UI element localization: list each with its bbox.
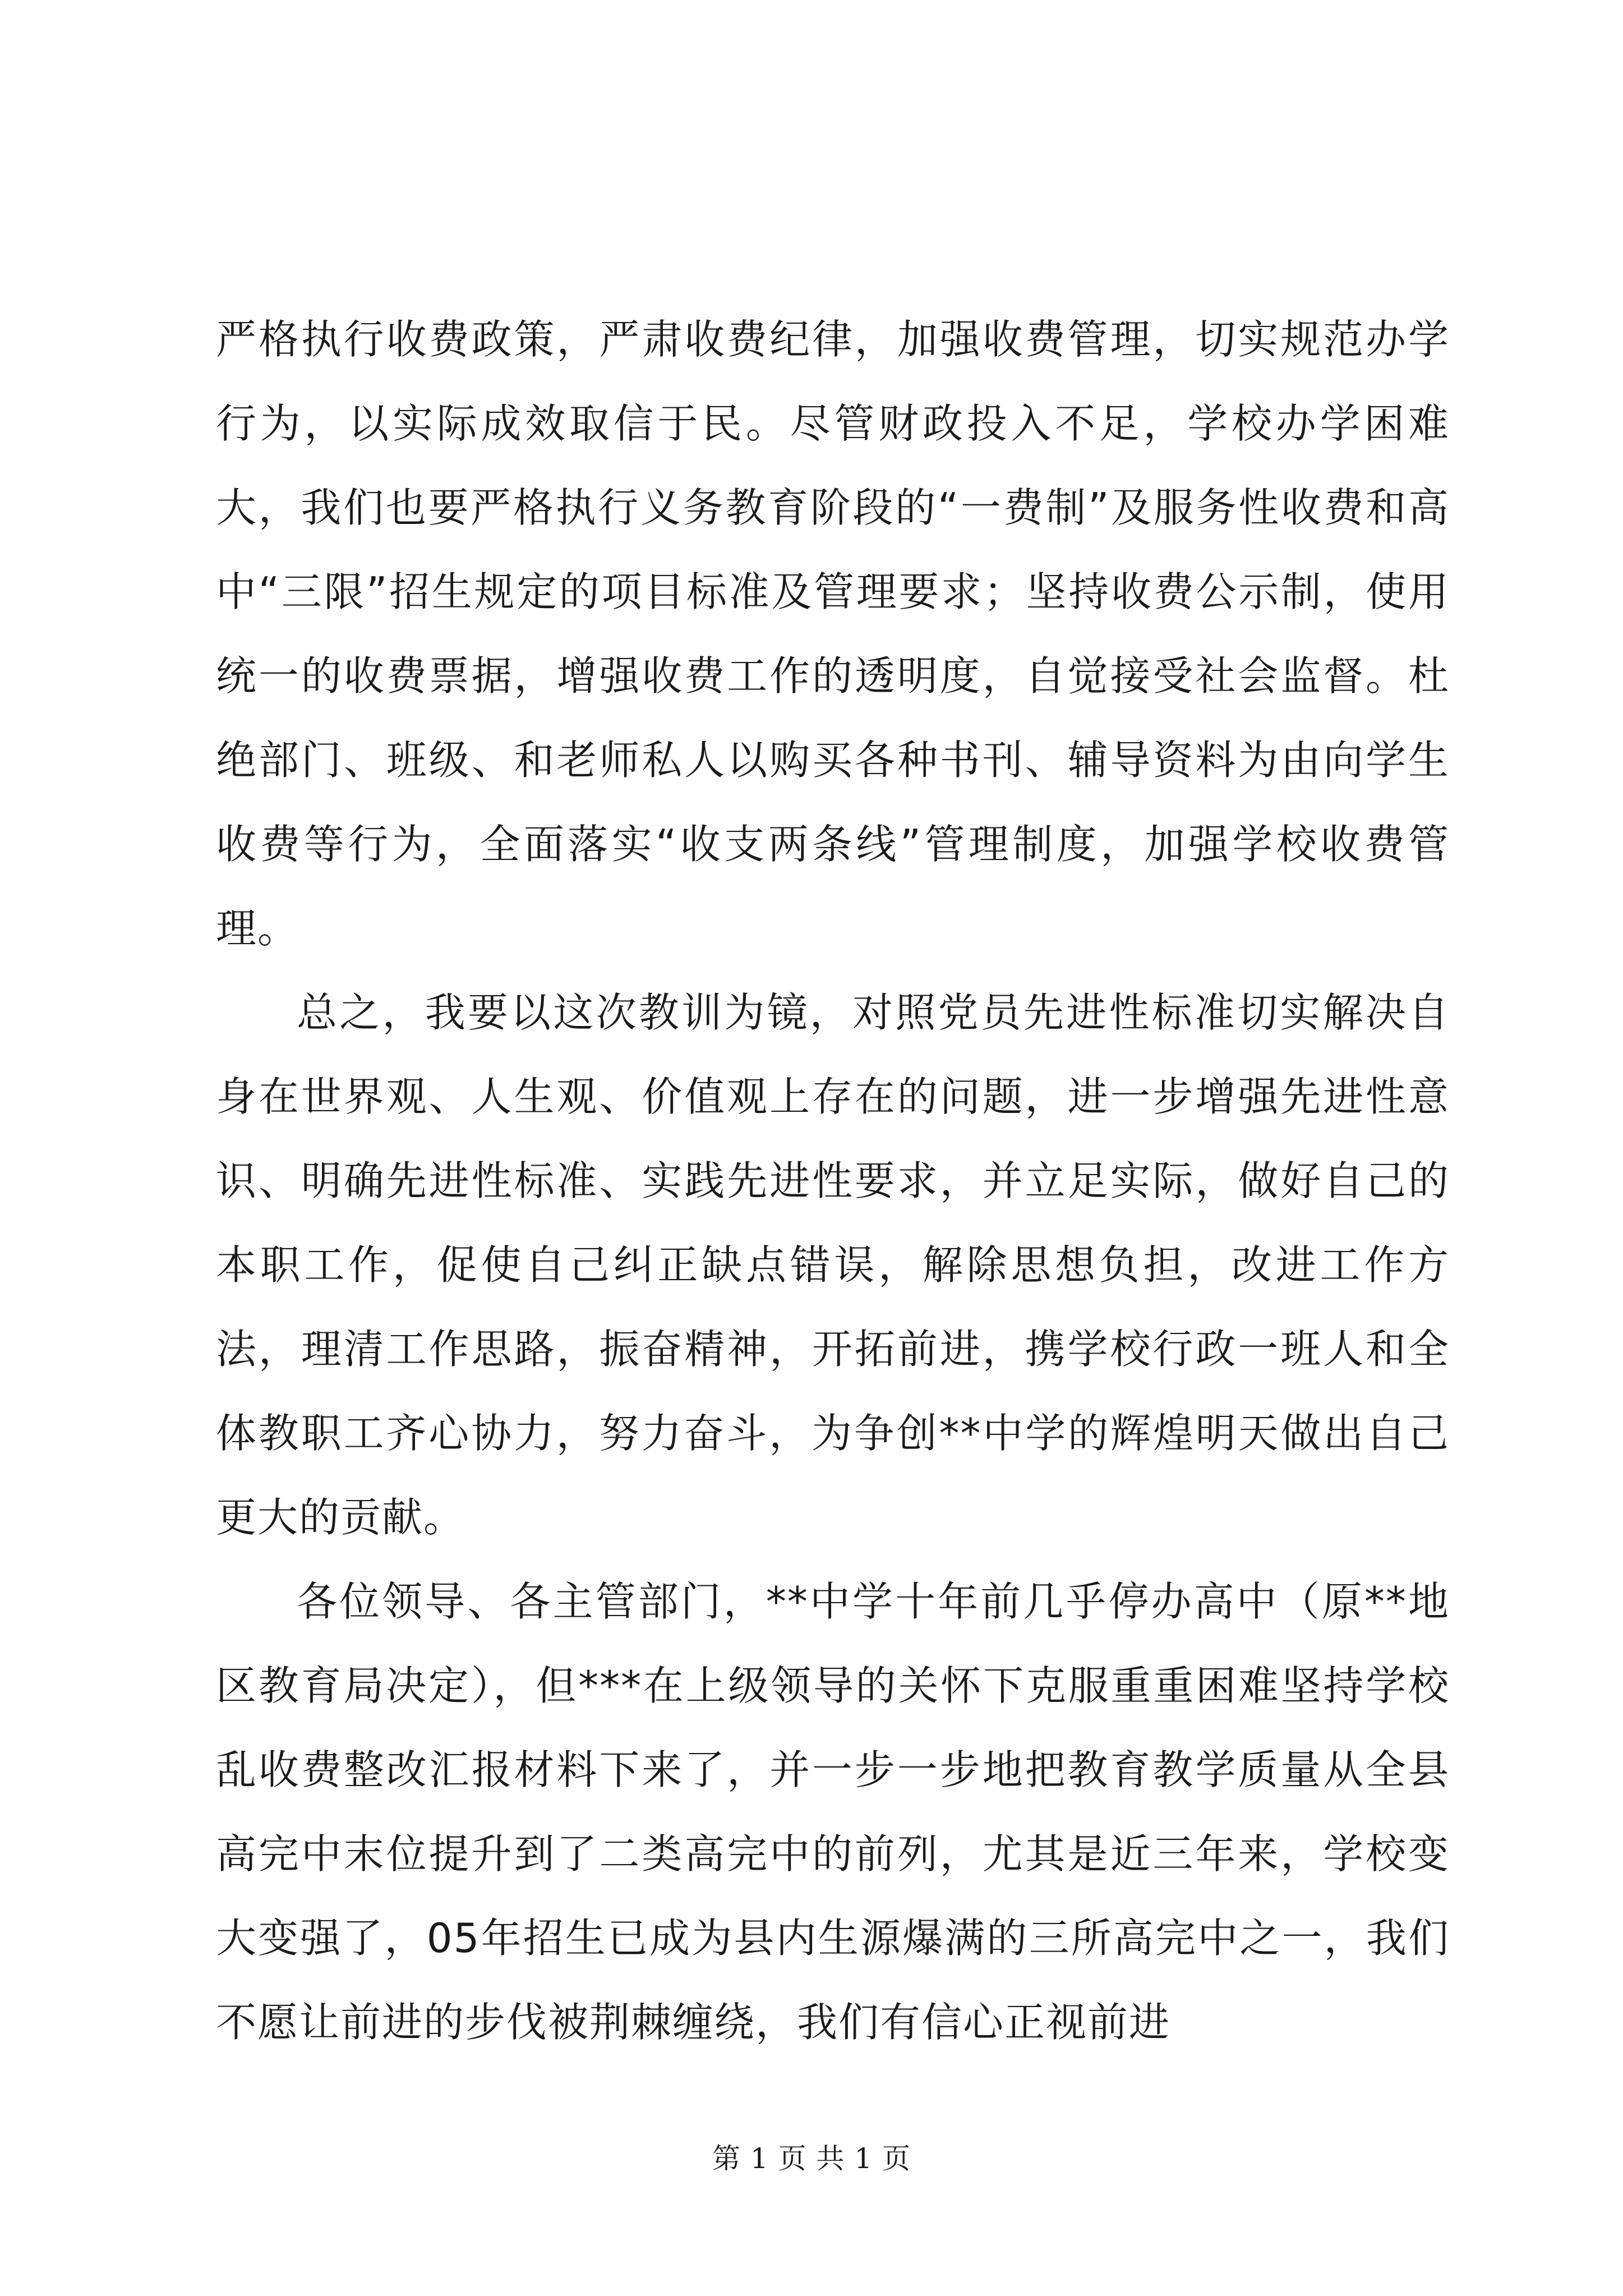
paragraph-summary: 总之，我要以这次教训为镜，对照党员先进性标准切实解决自身在世界观、人生观、价值观上存在的问题，进一步增强先进性意识、明确先进性标准、实践先进性要求，并立足实际，做好自己的本职工作，促使自己纠正缺点错误，解除思想负担，改进工作方法，理清工作思路，振奋精神，开拓前进，携学校行政一班人和全体教职工齐心协力，努力奋斗，为争创**中学的辉煌明天做出自己更大的贡献。 [216, 989, 1450, 1541]
paragraph-fee-policy: 严格执行收费政策，严肃收费纪律，加强收费管理，切实规范办学行为，以实际成效取信于民。尽管财政投入不足，学校办学困难大，我们也要严格执行义务教育阶段的“一费制”及服务性收费和高中“三限”招生规定的项目标准及管理要求；坚持收费公示制，使用统一的收费票据，增强收费工作的透明度，自觉接受社会监督。杜绝部门、班级、和老师私人以购买各种书刊、辅导资料为由向学生收费等行为，全面落实“收支两条线”管理制度，加强学校收费管理。 [216, 316, 1450, 952]
document-body [216, 297, 1450, 2064]
page-footer: 第 1 页 共 1 页 [712, 2142, 911, 2175]
paragraph-school-history: 各位领导、各主管部门，**中学十年前几乎停办高中（原**地区教育局决定），但***在上级领导的关怀下克服重重困难坚持学校乱收费整改汇报材料下来了，并一步一步地把教育教学质量从全县高完中末位提升到了二类高完中的前列，尤其是近三年来，学校变大变强了，05年招生已成为县内生源爆满的三所高完中之一，我们不愿让前进的步伐被荆棘缠绕，我们有信心正视前进 [216, 1578, 1450, 2046]
